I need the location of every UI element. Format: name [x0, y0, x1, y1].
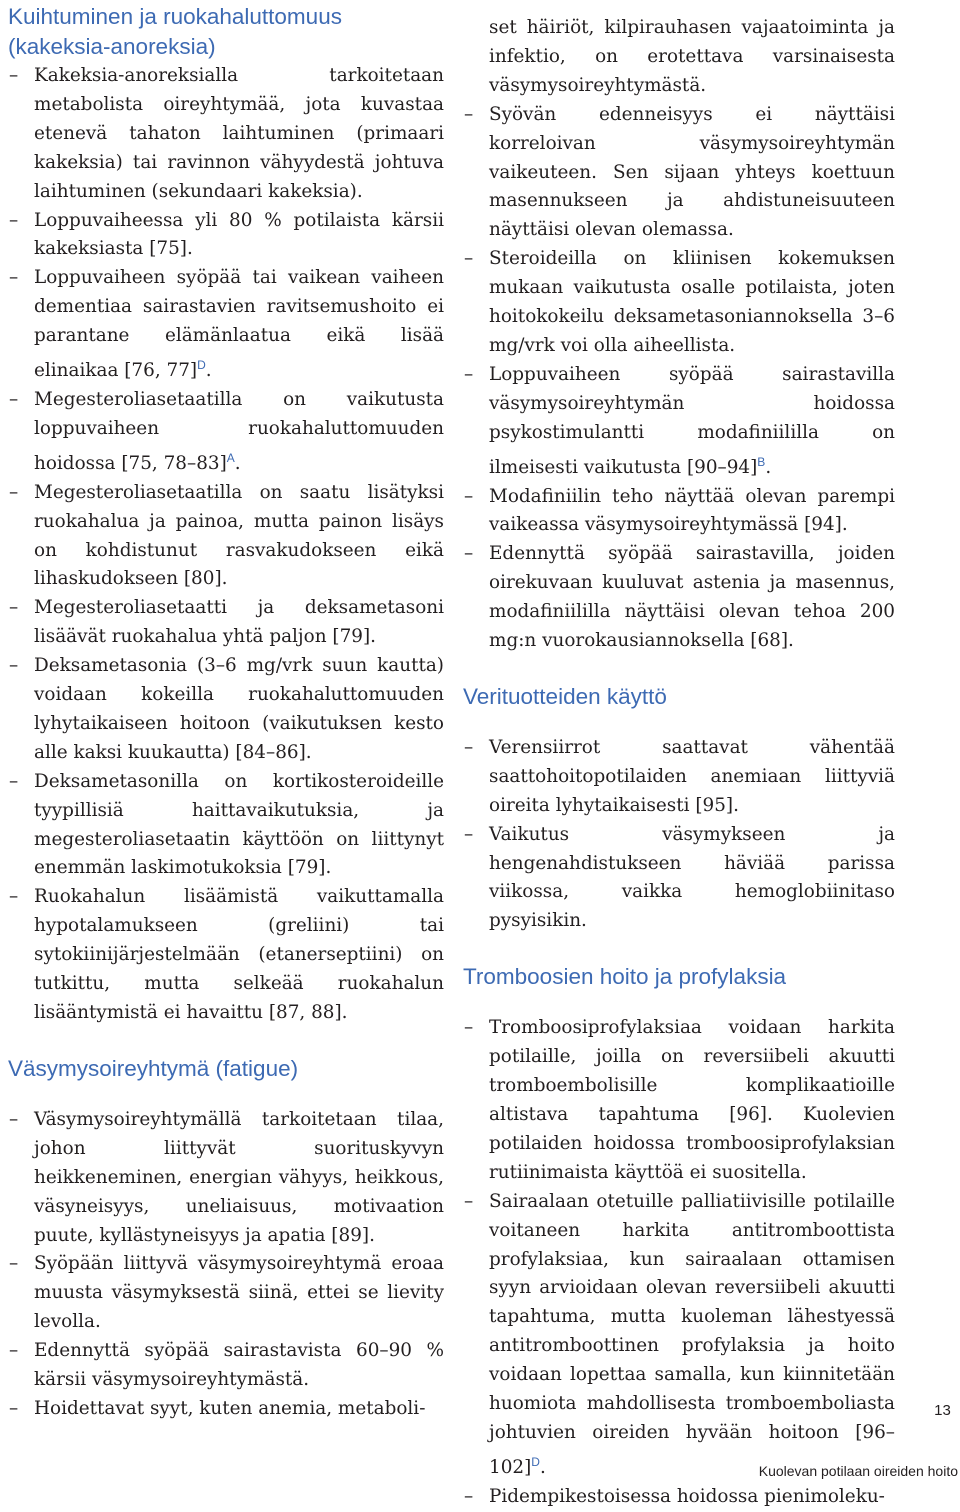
list-fatigue-cont: [463, 14, 895, 656]
item-punct: .: [765, 456, 772, 478]
evidence-grade: D: [531, 1454, 540, 1469]
running-footer: Kuolevan potilaan oireiden hoito: [758, 1463, 958, 1479]
right-column: [463, 14, 895, 1512]
list-item: [463, 361, 895, 483]
list-item: – Pidempikestoisessa hoidossa pienimoleku-: [463, 1483, 895, 1512]
list-item: – Edennyttä syöpää sairastavilla, joiden oirekuvaan kuuluvat astenia ja masennus, modafiniililla näyttäisi olevan tehoa 200 mg:n vuorokausiannoksella [68].: [463, 540, 895, 656]
heading-fatigue: Väsymysoireyhtymä (fatigue): [8, 1055, 299, 1081]
item-text: Loppuvaiheen syöpää sairastavilla väsymysoireyhtymän hoidossa psykostimulantti modafiniililla on ilmeisesti vaikutusta [90–94]: [489, 363, 895, 478]
list-item: – Kakeksia-anoreksialla tarkoitetaan metabolista oireyhtymää, jota kuvastaa etenevä tahaton laihtuminen (primaari kakeksia) tai ravinnon vähyydestä johtuva laihtuminen (sekundaari kakeksia).: [8, 62, 444, 207]
list-item: – Syövän edenneisyys ei näyttäisi korreloivan väsymysoireyhtymän vaikeuteen. Sen sijaan yhteys koettuun masennukseen ja ahdistuneisuuteen näyttäisi olevan olemassa.: [463, 101, 895, 246]
list-item: – Loppuvaiheessa yli 80 % potilaista kärsii kakeksiasta [75].: [8, 207, 444, 265]
list-item: – Hoidettavat syyt, kuten anemia, metaboli-: [8, 1395, 444, 1424]
list-item: – Edennyttä syöpää sairastavista 60–90 % kärsii väsymysoireyhtymästä.: [8, 1337, 444, 1395]
item-text: Loppuvaiheen syöpää tai vaikean vaiheen dementiaa sairastavien ravitsemushoito ei parantane elämänlaatua eikä lisää elinaikaa [76, 77]: [34, 267, 444, 382]
list-item: – Modafiniilin teho näyttää olevan parempi vaikeassa väsymysoireyhtymässä [94].: [463, 483, 895, 541]
item-text: Sairaalaan otetuille palliatiivisille potilaille voitaneen harkita antitromboottista profylaksiaa, kun sairaalaan ottamisen syyn arvioidaan olevan reversiibeli akuutti tapahtuma, mutta kuoleman lähestyessä antitromboottinen profylaksia ja hoito voidaan lopettaa samalla, kun kiinnitetään huomiota mahdollisesta tromboemboliasta johtuvien oireiden hyvään hoitoon [96–102]: [489, 1190, 895, 1478]
list-item: – Deksametasonilla on kortikosteroideille tyypillisiä haittavaikutuksia, ja megesteroliasetaatin käyttöön on liittynyt enemmän laskimotukoksia [79].: [8, 768, 444, 884]
list-blood-products: [463, 734, 895, 936]
list-fatigue: [8, 1106, 444, 1424]
page-number: 13: [934, 1402, 951, 1419]
list-item: – Ruokahalun lisäämistä vaikuttamalla hypotalamukseen (greliini) tai sytokiinijärjestelmään (etanerseptiini) on tutkittu, mutta selkeää ruokahalun lisääntymistä ei havaittu [87, 88].: [8, 883, 444, 1028]
list-item: – Steroideilla on kliinisen kokemuksen mukaan vaikutusta osalle potilaista, joten hoitokokeilu deksametasoniannoksella 3–6 mg/vrk voi olla aiheellista.: [463, 245, 895, 361]
list-item: – Verensiirrot saattavat vähentää saattohoitopotilaiden anemiaan liittyviä oireita lyhytaikaisesti [95].: [463, 734, 895, 821]
heading-blood-products: Verituotteiden käyttö: [463, 683, 667, 709]
list-item: – Vaikutus väsymykseen ja hengenahdistukseen häviää parissa viikossa, vaikka hemoglobiinitaso pysyisikin.: [463, 821, 895, 937]
list-item: – Väsymysoireyhtymällä tarkoitetaan tilaa, johon liittyvät suorituskyvyn heikkeneminen, energian vähyys, heikkous, väsyneisyys, uneliaisuus, motivaation puute, kyllästyneisyys ja apatia [89].: [8, 1106, 444, 1251]
list-item: – Megesteroliasetaatti ja deksametasoni lisäävät ruokahalua yhtä paljon [79].: [8, 594, 444, 652]
list-item: – Syöpään liittyvä väsymysoireyhtymä eroaa muusta väsymyksestä siinä, ettei se lievity levolla.: [8, 1250, 444, 1337]
item-text: Megesteroliasetaatilla on vaikutusta loppuvaiheen ruokahaluttomuuden hoidossa [75, 78–83]: [34, 388, 444, 474]
evidence-grade: B: [757, 454, 766, 469]
item-punct: .: [539, 1456, 546, 1478]
list-cachexia: [8, 62, 444, 1028]
left-column: [8, 0, 444, 1424]
heading-thrombosis: Tromboosien hoito ja profylaksia: [463, 964, 787, 990]
list-item: – Deksametasonia (3–6 mg/vrk suun kautta) voidaan kokeilla ruokahaluttomuuden lyhytaikaiseen hoitoon (vaikutuksen kesto alle kaksi kuukautta) [84–86].: [8, 652, 444, 768]
item-punct: .: [234, 452, 241, 474]
heading-cachexia: Kuihtuminen ja ruokahaluttomuus (kakeksia-anoreksia): [8, 4, 342, 59]
item-punct: .: [205, 360, 212, 382]
list-item: – Tromboosiprofylaksiaa voidaan harkita potilaille, joilla on reversiibeli akuutti tromboembolisille komplikaatioille altistava tapahtuma [96]. Kuolevien potilaiden hoidossa tromboosiprofylaksian rutiinimaista käyttöä ei suositella.: [463, 1014, 895, 1187]
list-item: [8, 264, 444, 386]
evidence-grade: A: [226, 450, 235, 465]
evidence-grade: D: [197, 358, 206, 373]
list-item-continued: set häiriöt, kilpirauhasen vajaatoiminta ja infektio, on erotettava varsinaisesta väsymysoireyhtymästä.: [489, 17, 895, 96]
list-item: [8, 386, 444, 479]
list-item: [463, 1188, 895, 1483]
list-thrombosis: [463, 1014, 895, 1511]
list-item: – Megesteroliasetaatilla on saatu lisätyksi ruokahalua ja painoa, mutta painon lisäys on kohdistunut rasvakudokseen eikä lihaskudokseen [80].: [8, 479, 444, 595]
